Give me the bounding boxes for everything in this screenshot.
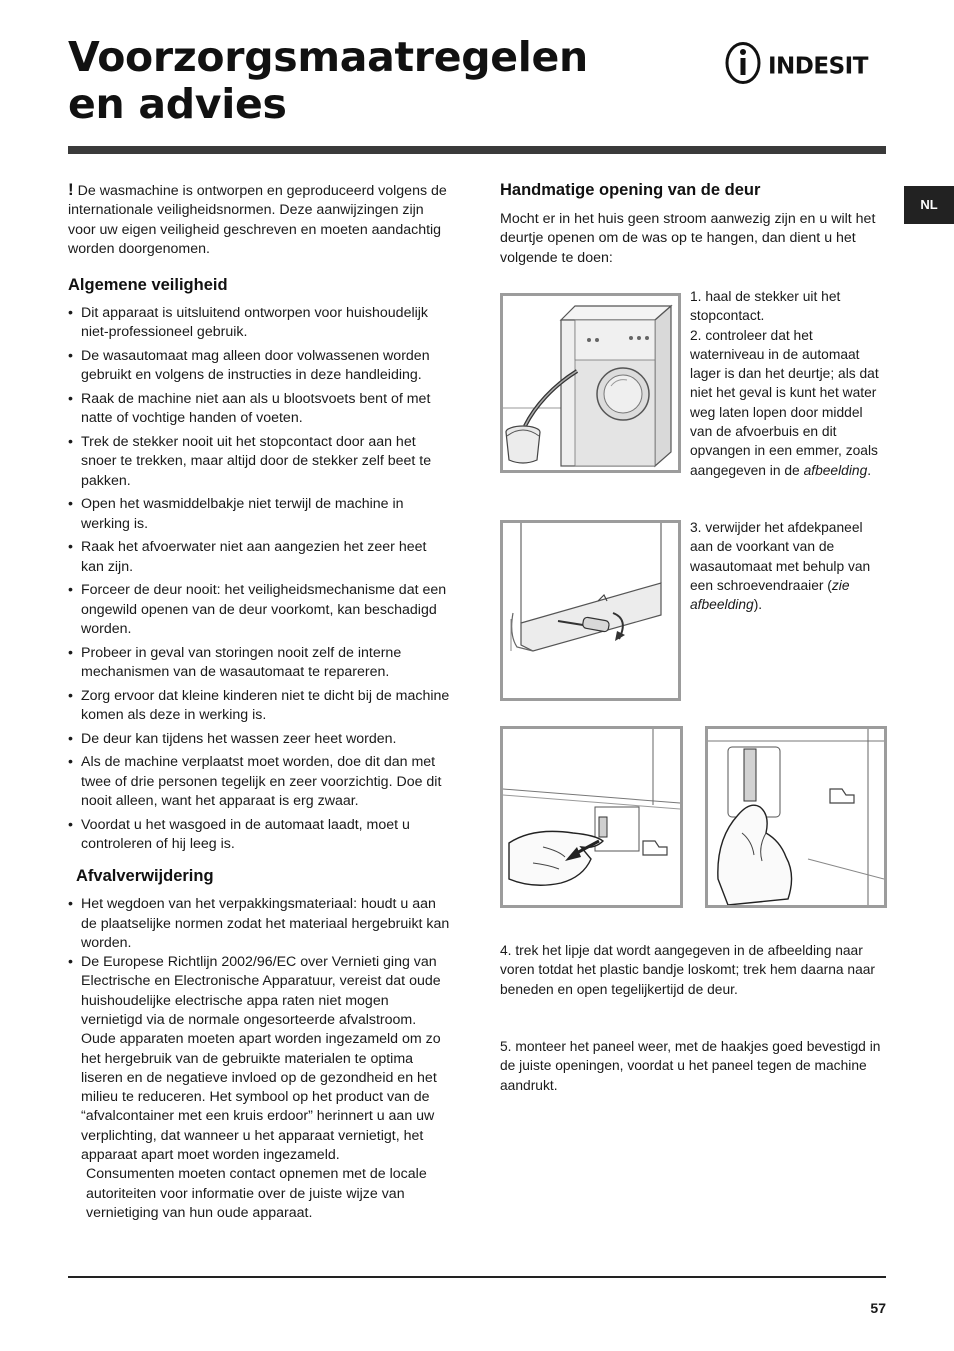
left-column — [68, 180, 452, 1223]
heading-manual-door: Handmatige opening van de deur — [500, 181, 761, 199]
remove-panel-illustration — [503, 523, 678, 698]
pull-strap-illustration — [708, 729, 884, 905]
list-item: • De Europese Richtlijn 2002/96/EC over Vernieti ging van Electrische en Electronische Apparatuur, vereist dat oude huishoudelijke electrische appa raten niet mogen vernietigd via de normale ongesorteerde afvalstroom. Oude apparaten moeten apart worden ingezameld om zo het hergebruik van de gebruikte materialen te optima liseren en de negatieve invloed op de gezondheid en het milieu te reduceren. Het symbool op het product van de “afvalcontainer met een kruis erdoor” herinnert u aan uw verplichting, dat wanneer u het apparaat vernietigt, het apparaat apart moet worden ingezameld. — [68, 953, 452, 1165]
list-item: • Raak de machine niet aan als u blootsvoets bent of met natte of vochtige handen of voeten. — [68, 390, 452, 429]
list-item: • De wasautomaat mag alleen door volwassenen worden gebruikt en volgens de instructies in deze handleiding. — [68, 347, 452, 386]
header-rule — [68, 146, 886, 154]
drain-bucket-illustration — [503, 296, 678, 470]
list-item: • Probeer in geval van storingen nooit zelf de interne mechanismen van de wasautomaat te repareren. — [68, 644, 452, 683]
footer-rule — [68, 1276, 886, 1278]
manual-door-intro: Mocht er in het huis geen stroom aanwezig zijn en u wilt het deurtje openen om de was op te hangen, dan dient u het volgende te doen: — [500, 211, 876, 266]
list-item: • Zorg ervoor dat kleine kinderen niet te dicht bij de machine komen als deze in werking is. — [68, 687, 452, 726]
title-line-2: en advies — [68, 80, 287, 128]
figure-pull-strap — [705, 726, 887, 908]
pull-tab-illustration — [503, 729, 680, 905]
heading-disposal: Afvalverwijdering — [76, 867, 214, 886]
list-item: • De deur kan tijdens het wassen zeer heet worden. — [68, 730, 452, 749]
language-tab: NL — [904, 186, 954, 224]
disposal-list — [68, 895, 452, 1165]
list-item: • Forceer de deur nooit: het veiligheidsmechanisme dat een ongewild openen van de deur voorkomt, kan beschadigd worden. — [68, 581, 452, 639]
warning-mark: ! — [68, 180, 74, 199]
list-item: • Trek de stekker nooit uit het stopcontact door aan het snoer te trekken, maar altijd door de stekker zelf beet te pakken. — [68, 433, 452, 491]
heading-general-safety: Algemene veiligheid — [68, 276, 228, 295]
step-4: 4. trek het lipje dat wordt aangegeven in de afbeelding naar voren totdat het plastic bandje loskomt; trek hem daarna naar beneden en open tegelijkertijd de deur. — [500, 943, 876, 997]
steps-1-2: 1. haal de stekker uit het stopcontact. 2. controleer dat het waterniveau in de automaat lager is dan het deurtje; als dat niet het geval is kunt het water weg laten lopen door middel van de afvoerbuis en dit opvangen in een emmer, zoals aangegeven in de afbeelding. — [690, 289, 879, 478]
title-line-1: Voorzorgsmaatregelen — [68, 33, 588, 81]
list-item: • Als de machine verplaatst moet worden, doe dit dan met twee of drie personen tegelijk en zeer voorzichtig. Doe dit nooit alleen, want het apparaat is erg zwaar. — [68, 753, 452, 811]
warning-paragraph: ! De wasmachine is ontworpen en geproduceerd volgens de internationale veiligheidsnormen. Deze aanwijzingen zijn voor uw eigen veiligheid geschreven en moeten aandachtig worden doorgenomen. — [68, 180, 447, 257]
list-item: • Voordat u het wasgoed in de automaat laadt, moet u controleren of hij leeg is. — [68, 816, 452, 855]
indesit-logo — [724, 40, 888, 86]
figure-drain-bucket — [500, 293, 681, 473]
list-item: • Dit apparaat is uitsluitend ontworpen voor huishoudelijk niet-professioneel gebruik. — [68, 304, 452, 343]
page-number: 57 — [870, 1300, 886, 1316]
page-title — [68, 34, 688, 128]
general-safety-list — [68, 304, 452, 854]
list-item: • Het wegdoen van het verpakkingsmateriaal: houdt u aan de plaatselijke normen zodat het materiaal hergebruikt kan worden. — [68, 895, 452, 953]
step-5: 5. monteer het paneel weer, met de haakjes goed bevestigd in de juiste openingen, voordat u het paneel tegen de machine aandrukt. — [500, 1039, 881, 1093]
brand-wordmark: INDESIT — [768, 53, 868, 80]
list-item: • Open het wasmiddelbakje niet terwijl de machine in werking is. — [68, 495, 452, 534]
list-item: • Raak het afvoerwater niet aan aangezien het zeer heet kan zijn. — [68, 538, 452, 577]
figure-pull-tab — [500, 726, 683, 908]
figure-remove-panel — [500, 520, 681, 701]
disposal-note: Consumenten moeten contact opnemen met de locale autoriteiten voor informatie over de juiste wijze van vernietiging van hun oude apparaat. — [86, 1166, 427, 1221]
step-3: 3. verwijder het afdekpaneel aan de voorkant van de wasautomaat met behulp van een schroevendraaier (zie afbeelding). — [690, 520, 871, 613]
